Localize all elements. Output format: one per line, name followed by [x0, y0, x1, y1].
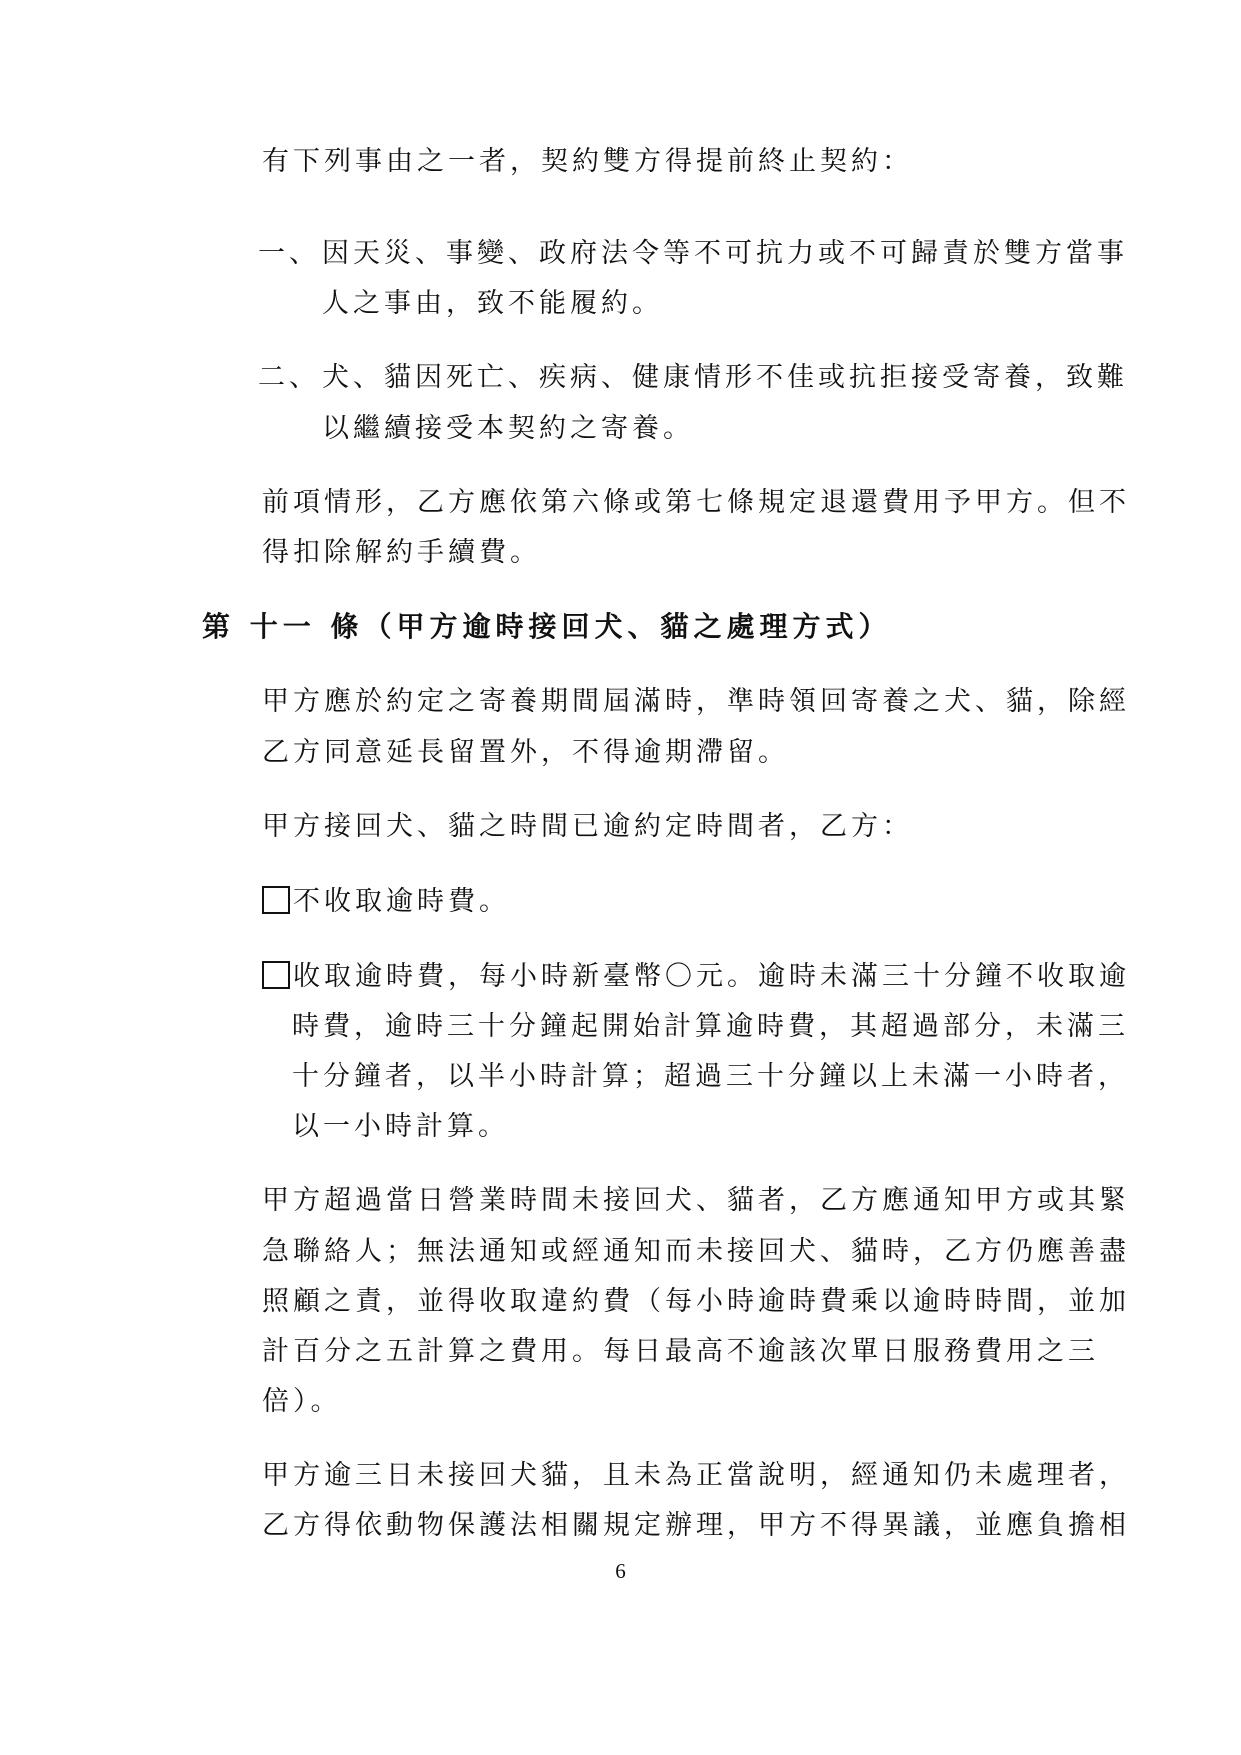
pickup-paragraph-line-2: 乙方同意延長留置外，不得逾期滯留。 [262, 737, 789, 768]
checkbox-no-fee[interactable] [262, 886, 290, 914]
three-days-paragraph-line-1: 甲方逾三日未接回犬貓，且未為正當說明，經通知仍未處理者， [262, 1460, 1130, 1491]
refund-paragraph-line-1: 前項情形，乙方應依第六條或第七條規定退還費用予甲方。但不 [262, 487, 1130, 518]
three-days-paragraph-line-2: 乙方得依動物保護法相關規定辦理，甲方不得異議，並應負擔相 [262, 1510, 1130, 1541]
checkbox-fee[interactable] [262, 961, 290, 989]
pickup-paragraph-line-1: 甲方應於約定之寄養期間屆滿時，準時領回寄養之犬、貓，除經 [262, 686, 1130, 717]
list-item-2-line-1: 犬、貓因死亡、疾病、健康情形不佳或抗拒接受寄養，致難 [322, 362, 1128, 393]
list-item-1-line-2: 人之事由，致不能履約。 [322, 288, 663, 319]
list-item-2-line-2: 以繼續接受本契約之寄養。 [322, 413, 694, 444]
business-hours-paragraph-line-1: 甲方超過當日營業時間未接回犬、貓者，乙方應通知甲方或其緊 [262, 1185, 1130, 1216]
option-fee-line-2: 時費，逾時三十分鐘起開始計算逾時費，其超過部分，未滿三 [292, 1011, 1129, 1042]
late-pickup-paragraph: 甲方接回犬、貓之時間已逾約定時間者，乙方： [262, 811, 913, 842]
business-hours-paragraph-line-5: 倍）。 [262, 1386, 342, 1417]
list-item-1-line-1: 因天災、事變、政府法令等不可抗力或不可歸責於雙方當事 [322, 238, 1128, 269]
option-fee-line-4: 以一小時計算。 [292, 1111, 509, 1142]
option-no-fee-label: 不收取逾時費。 [293, 886, 510, 917]
business-hours-paragraph-line-3: 照顧之責，並得收取違約費（每小時逾時費乘以逾時時間，並加 [262, 1286, 1130, 1317]
business-hours-paragraph-line-4: 計百分之五計算之費用。每日最高不逾該次單日服務費用之三 [262, 1336, 1099, 1367]
option-fee-line-1: 收取逾時費，每小時新臺幣〇元。逾時未滿三十分鐘不收取逾 [293, 961, 1130, 992]
option-no-fee [262, 882, 510, 922]
list-item-2-number: 二、 [258, 362, 320, 393]
refund-paragraph-line-2: 得扣除解約手續費。 [262, 537, 541, 568]
option-fee [262, 957, 1130, 997]
page-number: 6 [615, 1559, 626, 1583]
list-item-1-number: 一、 [258, 238, 320, 269]
business-hours-paragraph-line-2: 急聯絡人；無法通知或經通知而未接回犬、貓時，乙方仍應善盡 [262, 1236, 1130, 1267]
option-fee-line-3: 十分鐘者，以半小時計算；超過三十分鐘以上未滿一小時者， [292, 1061, 1129, 1092]
intro-text: 有下列事由之一者，契約雙方得提前終止契約： [262, 146, 913, 177]
article-11-heading: 第 十一 條（甲方逾時接回犬、貓之處理方式） [202, 610, 892, 643]
